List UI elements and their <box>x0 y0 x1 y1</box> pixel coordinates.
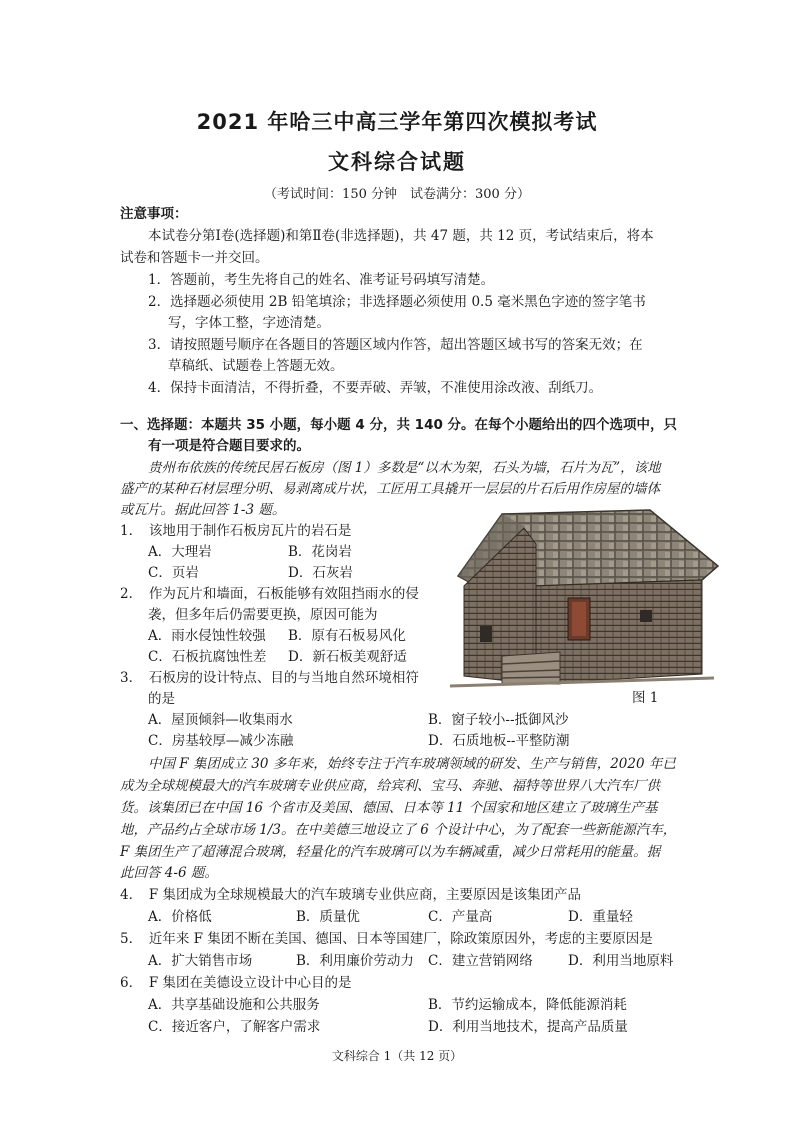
notice-item-2-line1: 2．选择题必须使用 2B 铅笔填涂；非选择题必须使用 0.5 毫米黑色字迹的签字笔书 <box>148 294 646 310</box>
passage2-line5: F 集团生产了超薄混合玻璃，轻量化的汽车玻璃可以为车辆减重，减少日常耗用的能量。据 <box>120 844 661 860</box>
q5-option-d: D．利用当地原料 <box>568 953 674 969</box>
notice-item-2-line2: 写，字体工整，字迹清楚。 <box>168 315 330 331</box>
passage2-line4: 地，产品约占全球市场 1/3。在中美德三地设立了 6 个设计中心，为了配套一些新能源汽车， <box>120 822 677 838</box>
notice-item-3-line1: 3．请按照题号顺序在各题目的答题区域内作答，超出答题区域书写的答案无效；在 <box>148 337 643 353</box>
section-heading-line1: 一、选择题：本题共 35 小题，每小题 4 分，共 140 分。在每个小题给出的四个选项中，只 <box>120 417 678 433</box>
q3-option-d: D．石质地板--平整防潮 <box>428 733 570 749</box>
q4-option-a: A．价格低 <box>148 909 212 925</box>
q3-stem-line2: 的是 <box>148 691 175 707</box>
q4-option-d: D．重量轻 <box>568 909 633 925</box>
notice-item-3-line2: 草稿纸、试题卷上答题无效。 <box>168 358 344 374</box>
stone-house-illustration <box>440 506 722 690</box>
passage1-line3: 或瓦片。据此回答 1-3 题。 <box>120 502 286 518</box>
q5-option-b: B．利用廉价劳动力 <box>296 953 414 969</box>
passage1-line1: 贵州布依族的传统民居石板房（图 1）多数是“以木为架，石头为墙，石片为瓦”，该地 <box>148 460 661 476</box>
passage2-line3: 货。该集团已在中国 16 个省市及美国、德国、日本等 11 个国家和地区建立了玻璃生产基 <box>120 800 658 816</box>
page-footer: 文科综合 1（共 12 页） <box>331 1049 463 1063</box>
q1-option-d: D．石灰岩 <box>288 565 353 581</box>
q4-option-c: C．产量高 <box>428 909 493 925</box>
q2-option-d: D．新石板美观舒适 <box>288 649 407 665</box>
notice-heading: 注意事项： <box>120 206 188 222</box>
notice-intro-line1: 本试卷分第Ⅰ卷(选择题)和第Ⅱ卷(非选择题)，共 47 题，共 12 页，考试结束后，将本 <box>148 228 654 244</box>
figure-caption: 图 1 <box>632 690 659 706</box>
q6-option-a: A．共享基础设施和公共服务 <box>148 997 320 1013</box>
q1-option-b: B．花岗岩 <box>288 544 352 560</box>
exam-info: （考试时间：150 分钟 试卷满分：300 分） <box>264 187 530 202</box>
passage2-line6: 此回答 4-6 题。 <box>120 865 218 881</box>
q5-stem: 5． 近年来 F 集团不断在美国、德国、日本等国建厂，除政策原因外，考虑的主要原因是 <box>120 931 653 947</box>
q6-option-d: D．利用当地技术，提高产品质量 <box>428 1019 628 1035</box>
q1-stem: 1． 该地用于制作石板房瓦片的岩石是 <box>120 523 352 539</box>
notice-item-4: 4．保持卡面清洁，不得折叠，不要弄破、弄皱，不准使用涂改液、刮纸刀。 <box>148 380 603 396</box>
notice-intro-line2: 试卷和答题卡一并交回。 <box>120 250 269 266</box>
notice-item-1: 1．答题前，考生先将自己的姓名、准考证号码填写清楚。 <box>148 272 495 288</box>
q2-stem-line2: 袭，但多年后仍需要更换，原因可能为 <box>148 607 378 623</box>
q6-option-c: C．接近客户，了解客户需求 <box>148 1019 321 1035</box>
q3-stem-line1: 3． 石板房的设计特点、目的与当地自然环境相符 <box>120 670 419 686</box>
q2-option-b: B．原有石板易风化 <box>288 628 406 644</box>
q1-option-a: A．大理岩 <box>148 544 212 560</box>
q5-option-c: C．建立营销网络 <box>428 953 533 969</box>
q3-option-c: C．房基较厚—减少冻融 <box>148 733 294 749</box>
q5-option-a: A．扩大销售市场 <box>148 953 253 969</box>
q4-option-b: B．质量优 <box>296 909 360 925</box>
q2-stem-line1: 2． 作为瓦片和墙面，石板能够有效阻挡雨水的侵 <box>120 586 419 602</box>
q4-stem: 4． F 集团成为全球规模最大的汽车玻璃专业供应商，主要原因是该集团产品 <box>120 887 581 903</box>
passage1-line2: 盛产的某种石材层理分明、易剥离成片状，工匠用工具撬开一层层的片石后用作房屋的墙体 <box>120 481 660 497</box>
q6-option-b: B．节约运输成本，降低能源消耗 <box>428 997 627 1013</box>
exam-title: 2021 年哈三中高三学年第四次模拟考试 <box>196 110 598 134</box>
q3-option-a: A．屋顶倾斜—收集雨水 <box>148 712 293 728</box>
passage2-line2: 成为全球规模最大的汽车玻璃专业供应商，给宾利、宝马、奔驰、福特等世界八大汽车厂供 <box>120 778 660 794</box>
passage2-line1: 中国 F 集团成立 30 多年来，始终专注于汽车玻璃领域的研发、生产与销售，2020 年已 <box>148 756 676 772</box>
exam-subtitle: 文科综合试题 <box>328 150 466 174</box>
q2-option-a: A．雨水侵蚀性较强 <box>148 628 266 644</box>
q2-option-c: C．石板抗腐蚀性差 <box>148 649 267 665</box>
q1-option-c: C．页岩 <box>148 565 199 581</box>
q6-stem: 6． F 集团在美德设立设计中心目的是 <box>120 975 352 991</box>
stone-house-figure <box>440 506 722 690</box>
section-heading-line2: 有一项是符合题目要求的。 <box>148 438 310 454</box>
q3-option-b: B．窗子较小--抵御风沙 <box>428 712 569 728</box>
